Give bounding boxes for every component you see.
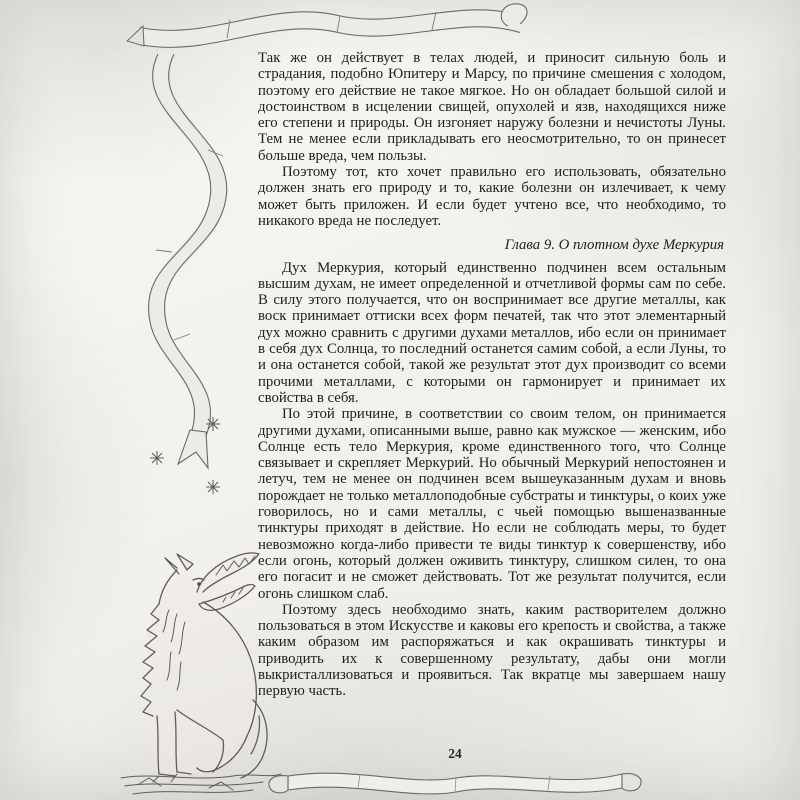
chapter-heading: Глава 9. О плотном духе Меркурия: [504, 237, 724, 254]
page-number: 24: [448, 746, 462, 761]
paragraph: Поэтому здесь необходимо знать, каким растворителем должно пользоваться в этом Искусстве и каковы его крепость и свойства, а также каким образом им распоряжаться и как окрашивать тинктуры и приводить их к совершенному результату, дабы они могли выкристаллизоваться и проявиться. Так вкратце мы завершаем нашу первую часть.: [258, 601, 726, 700]
paragraph: Так же он действует в телах людей, и приносит сильную боль и страдания, подобно Юпитеру и Марсу, по причине смешения с холодом, поэтому его действие не такое мягкое. Но он обладает большой силой и достоинством в исцелении свищей, опухолей и язв, находящихся ниже его степени и природы. Он изгоняет наружу болезни и нечистоты Луны. Тем не менее если прикладывать его неосмотрительно, то он принесет больше вреда, чем пользы.: [258, 50, 726, 164]
paragraph: По этой причине, в соответствии со своим телом, он принимается другими духами, описанными выше, равно как мужское — женским, ибо Солнце есть тело Меркурия, кроме единственного того, что Солнце связывает и скрепляет Меркурий. Но обычный Меркурий непостоянен и летуч, тем не менее он подчинен всем вышеуказанным духам и вновь порождает не только металлоподобные субстраты и тинктуры, о коих уже говорилось, но и сами металлы, с чьей помощью вышеназванные тинктуры приходят в действие. Но если не соблюдать меры, то будет невозможно когда-либо привести те виды тинктур к совершенству, ибо если огонь, который должен оживить тинктуру, слишком силен, то она его погасит и не сможет действовать. Тот же результат получится, если огонь слишком слаб.: [258, 406, 726, 602]
footer-banner-illustration: [260, 762, 650, 800]
text-column: [258, 50, 726, 746]
paragraph: Дух Меркурия, который единственно подчинен всем остальным высшим духам, не имеет определенной и отчетливой формы сам по себе. В силу этого получается, что он воспринимает все другие металлы, как воск принимает оттиски всех форм печатей, так что этот элементарный дух можно сравнить с другими духами металлов, ибо если он принимает в себя дух Солнца, то последний останется самим собой, а если Луны, то и она останется собой, такой же результат этот дух производит со всеми прочими металлами, с которыми он гармонирует и принимает их свойства в себя.: [258, 259, 726, 406]
banner-ribbon: [269, 773, 641, 794]
paragraph: Поэтому тот, кто хочет правильно его использовать, обязательно должен знать его природу и то, какие болезни он излечивает, к чему может быть приложен. И если будет учтено все, что необходимо, то никакого вреда не последует.: [258, 164, 726, 229]
